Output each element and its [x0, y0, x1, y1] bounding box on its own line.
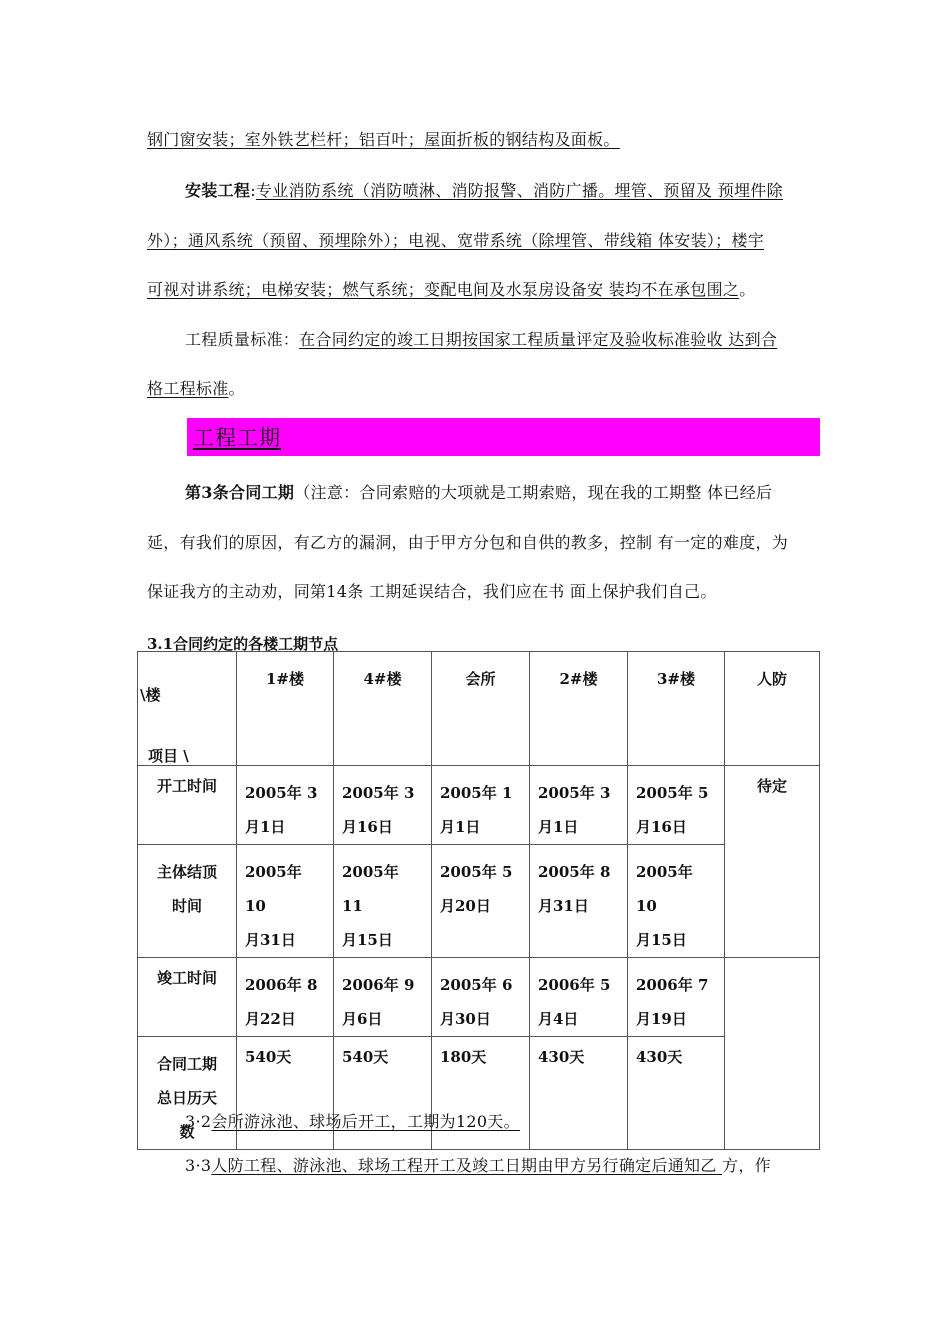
table-row — [138, 845, 820, 958]
table-cell — [530, 958, 628, 1037]
table-cell — [334, 845, 432, 958]
table-cell — [628, 766, 725, 845]
installation-text-3: 可视对讲系统；电梯安装；燃气系统；变配电间及水泵房设备安 装均不在承包围之 — [147, 280, 740, 299]
renfang-empty-cell — [725, 958, 820, 1150]
column-header: 人防 — [725, 652, 820, 766]
cell-line: 月16日 — [342, 818, 393, 836]
row-header — [138, 766, 237, 845]
clause-3-3-number: 3·3 — [185, 1156, 212, 1175]
table-cell — [432, 845, 530, 958]
cell-line: 2006年 8 — [245, 976, 318, 994]
article3-line2: 延，有我们的原因，有乙方的漏洞，由于甲方分包和自供的教多，控制 有一定的难度，为 — [147, 533, 789, 552]
cell-line: 2005年 10 — [636, 863, 693, 915]
clause-3-2 — [185, 1109, 520, 1132]
section-heading-banner — [187, 418, 820, 456]
column-header: 1#楼 — [237, 652, 334, 766]
renfang-cell: 待定 — [725, 766, 820, 958]
cell-line: 2005年 3 — [538, 784, 611, 802]
installation-text-3-end: 。 — [739, 280, 756, 299]
installation-text-1: 专业消防系统（消防喷淋、消防报警、消防广播。埋管、预留及 预埋件除 — [255, 181, 783, 200]
row-label: 主体结顶 — [156, 863, 217, 881]
schedule-table — [137, 651, 820, 1150]
table-cell: 540天 — [237, 1037, 334, 1150]
section-heading: 工程工期 — [193, 426, 281, 450]
column-header: 4#楼 — [334, 652, 432, 766]
clause-3-3-text: 人防工程、游泳池、球场工程开工及竣工日期由甲方另行确定后通知乙 — [211, 1156, 723, 1175]
table-corner-cell — [138, 652, 237, 766]
cell-line: 月20日 — [440, 897, 491, 915]
paragraph-installation-line2: 外）；通风系统（预留、预埋除外）；电视、宽带系统（除埋管、带线箱 体安装）；楼宇 — [147, 231, 765, 250]
row-header — [138, 1037, 237, 1150]
table-cell — [334, 958, 432, 1037]
quality-text-1: 在合同约定的竣工日期按国家工程质量评定及验收标准验收 达到合 — [299, 330, 778, 349]
clause-3-2-text: 会所游泳池、球场后开工，工期为120天。 — [211, 1112, 520, 1131]
row-label: 竣工时间 — [156, 969, 217, 987]
paragraph-quality-line1 — [185, 327, 777, 350]
corner-bottom-label: 项目 \ — [148, 747, 189, 765]
article3-label: 第3条合同工期 — [185, 483, 295, 502]
table-cell — [237, 845, 334, 958]
table-cell — [628, 958, 725, 1037]
column-header: 会所 — [432, 652, 530, 766]
row-header — [138, 958, 237, 1037]
cell-line: 月4日 — [538, 1010, 579, 1028]
table-cell — [628, 845, 725, 958]
table-row — [138, 766, 820, 845]
clause-3-2-number: 3·2 — [185, 1112, 212, 1131]
cell-line: 月1日 — [538, 818, 579, 836]
cell-line: 2005年 10 — [245, 863, 302, 915]
article3-line1 — [185, 480, 772, 503]
cell-line: 2005年 3 — [245, 784, 318, 802]
table-cell: 430天 — [530, 1037, 628, 1150]
cell-line: 月30日 — [440, 1010, 491, 1028]
table-cell — [237, 958, 334, 1037]
cell-line: 月15日 — [342, 931, 393, 949]
article3-line3: 保证我方的主动劝，同第14条 工期延误结合，我们应在书 面上保护我们自己。 — [147, 582, 717, 601]
cell-line: 月19日 — [636, 1010, 687, 1028]
row-header — [138, 845, 237, 958]
table-title: 3.1合同约定的各楼工期节点 — [147, 635, 339, 653]
clause-3-3-tail: 方，作 — [722, 1156, 771, 1175]
cell-line: 2005年 11 — [342, 863, 399, 915]
column-header: 3#楼 — [628, 652, 725, 766]
paragraph-steel-works: 钢门窗安装；室外铁艺栏杆；铝百叶；屋面折板的钢结构及面板。 — [147, 130, 620, 149]
row-label: 数 — [179, 1123, 195, 1141]
cell-line: 2005年 6 — [440, 976, 513, 994]
cell-line: 月22日 — [245, 1010, 296, 1028]
table-row — [138, 958, 820, 1037]
paragraph-installation-line3 — [147, 277, 756, 300]
cell-line: 2005年 1 — [440, 784, 513, 802]
column-header: 2#楼 — [530, 652, 628, 766]
table-cell — [530, 766, 628, 845]
corner-top-label: \楼 — [140, 686, 161, 704]
table-cell: 540天 — [334, 1037, 432, 1150]
cell-line: 2005年 5 — [440, 863, 513, 881]
table-cell: 430天 — [628, 1037, 725, 1150]
row-label: 合同工期 — [156, 1055, 217, 1073]
table-cell — [432, 766, 530, 845]
table-cell — [432, 958, 530, 1037]
cell-line: 2005年 5 — [636, 784, 709, 802]
cell-line: 月31日 — [245, 931, 296, 949]
row-label: 开工时间 — [156, 777, 217, 795]
cell-line: 2006年 9 — [342, 976, 415, 994]
table-cell — [237, 766, 334, 845]
cell-line: 月15日 — [636, 931, 687, 949]
cell-line: 月1日 — [440, 818, 481, 836]
cell-line: 月31日 — [538, 897, 589, 915]
table-row — [138, 1037, 820, 1150]
cell-line: 2006年 5 — [538, 976, 611, 994]
article3-text-1: （注意：合同索赔的大项就是工期索赔，现在我的工期整 体已经后 — [294, 483, 773, 502]
quality-text-2: 格工程标准 — [147, 379, 229, 398]
cell-line: 月1日 — [245, 818, 286, 836]
cell-line: 2006年 7 — [636, 976, 709, 994]
cell-line: 2005年 8 — [538, 863, 611, 881]
quality-label: 工程质量标准： — [185, 330, 300, 349]
installation-sep: : — [250, 181, 256, 200]
paragraph-quality-line2 — [147, 376, 245, 399]
row-label: 总日历天 — [156, 1089, 217, 1107]
clause-3-3 — [185, 1153, 771, 1176]
installation-label: 安装工程 — [185, 181, 251, 200]
table-cell: 180天 — [432, 1037, 530, 1150]
cell-line: 月16日 — [636, 818, 687, 836]
table-cell — [530, 845, 628, 958]
cell-line: 月6日 — [342, 1010, 383, 1028]
paragraph-installation-line1 — [185, 178, 783, 201]
table-cell — [334, 766, 432, 845]
row-label: 时间 — [171, 897, 202, 915]
quality-text-2-end: 。 — [228, 379, 245, 398]
cell-line: 2005年 3 — [342, 784, 415, 802]
